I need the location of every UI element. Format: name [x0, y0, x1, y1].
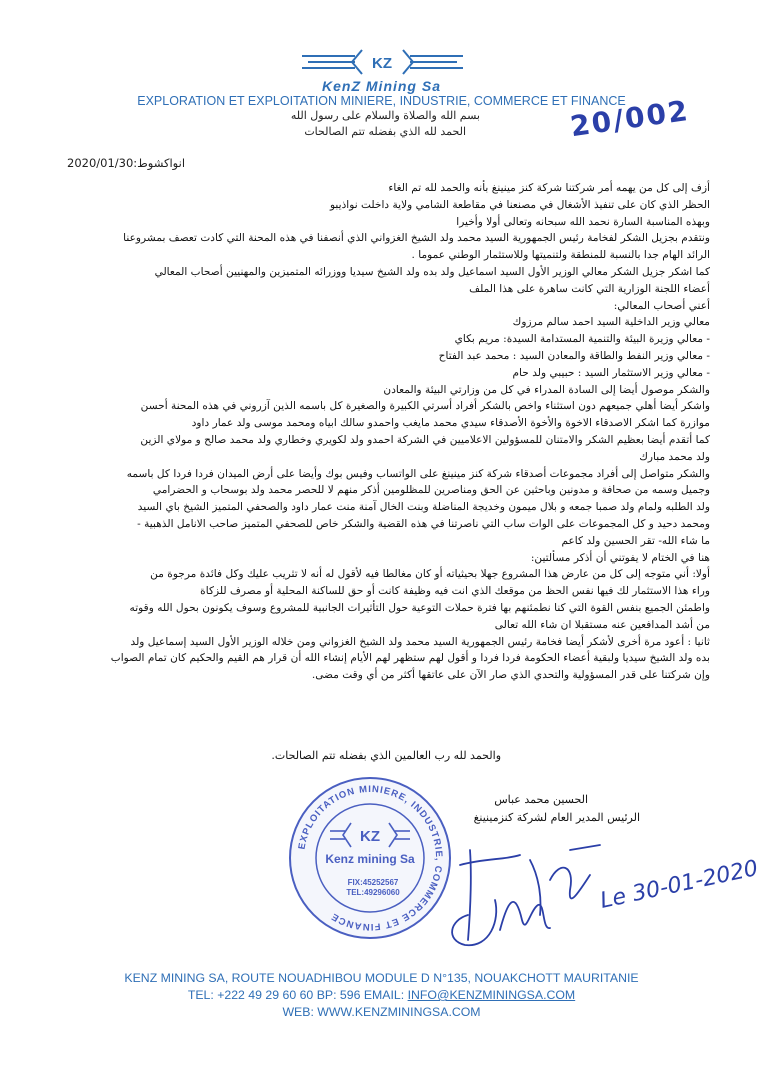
body-line: والشكر موصول أيضا إلى السادة المدراء في كل من وزارتي البيئة والمعادن: [383, 383, 710, 396]
handwritten-date: Le 30-01-2020: [598, 856, 760, 914]
letter-body: [60, 180, 710, 684]
stamp-fax: FIX:45252567: [347, 878, 399, 887]
body-line: ما شاء الله- تقر الحسين ولد كاعم: [561, 534, 710, 547]
body-line: واشكر أيضا أهلي جميعهم دون استثناء واخص بالشكر أفراد أسرتي الكبيرة والصغيرة كل باسمه الذين آزروني في هذه المحنة أحسن: [140, 400, 710, 413]
body-line: - معالي وزيرة البيئة والتنمية المستدامة السيدة: مريم بكاي: [454, 333, 710, 346]
footer-email-link[interactable]: INFO@KENZMININGSA.COM: [407, 988, 576, 1002]
body-line: معالي وزير الداخلية السيد احمد سالم مرزوك: [512, 316, 710, 329]
body-line: الحظر الذي كان على تنفيذ الأشغال في مصنعنا في مقاطعة الشامي ولاية داخلت نواذيبو: [329, 198, 710, 211]
body-line: هنا في الختام لا يفوتني أن أذكر مسألتين:: [530, 551, 710, 564]
brand-name: KenZ Mining Sa: [322, 78, 441, 94]
body-line: كما أتقدم أيضا بعظيم الشكر والامتنان للمسؤولين الاعلاميين في الشركة احمدو ولد لكويري وخطاري ولد محمد صالح و مولاي الزين: [140, 433, 710, 446]
body-line: وبهذه المناسبة السارة نحمد الله سبحانه وتعالى أولا وأخيرا: [456, 215, 710, 228]
body-line: - معالي وزير النفط والطاقة والمعادن السيد : محمد عبد الفتاح: [438, 349, 710, 362]
body-line: ومحمد دحيد و كل المجموعات على الوات ساب التي ناصرتنا في هذه القضية والشكر خاص للصحفي المتميز صاحب الانامل الذهبية -: [137, 517, 710, 530]
body-line: وجميل وسمه من صحافة و مدونين وباحثين عن الحق ومناصرين للمظلومين أذكر منهم لا للحصر محمد ولد بوسحاب و الحضرامي: [152, 484, 710, 497]
kenz-logo: [300, 44, 465, 80]
logo-text: KZ: [372, 55, 392, 72]
body-line: وراء هذا الاستثمار لك فيها نفس الحظ من موقعك الذي انت فيه وظيفة كانت أو حق للساكنة المحلية أو مصرف للزكاة: [200, 585, 710, 598]
body-line: الرائد الهام جدا بالنسبة للمنطقة ولتنميتها وللاستثمار الوطني عموما .: [411, 249, 710, 262]
company-activity: EXPLORATION ET EXPLOITATION MINIERE, INDUSTRIE, COMMERCE ET FINANCE: [137, 94, 626, 108]
handwritten-signature: [430, 820, 760, 960]
footer-contact: [0, 988, 763, 1002]
reference-number: 20/002: [568, 93, 692, 144]
body-line: وإن شركتنا على قدر المسؤولية والتحدي الذي صار الآن على عاتقها أكثر من أي وقت مضى.: [311, 669, 710, 682]
body-line: كما اشكر جزيل الشكر معالي الوزير الأول السيد اسماعيل ولد بده ولد الشيخ سيديا ووزرائه المتميزين والمهنيين أصحاب المعالي: [154, 265, 710, 278]
basmala: بسم الله والصلاة والسلام على رسول الله: [290, 109, 480, 122]
stamp-ring-text: EXPLOITATION MINIERE, INDUSTRIE, COMMERCE ET FINANCE: [296, 783, 445, 933]
closing-line: والحمد لله رب العالمين الذي بفضله تتم الصالحات.: [271, 749, 501, 762]
signatory-name: الحسين محمد عباس: [494, 793, 588, 806]
stamp-company-name: Kenz mining Sa: [325, 852, 415, 866]
body-line: أعني أصحاب المعالي:: [613, 299, 710, 312]
opening-praise: الحمد لله الذي بفضله تتم الصالحات: [304, 125, 466, 138]
body-line: من أشد المدافعين عنه مستقبلا ان شاء الله تعالى: [494, 618, 710, 631]
stamp-tel: TEL:49296060: [346, 888, 400, 897]
body-line: والشكر متواصل إلى أفراد مجموعات أصدقاء شركة كنز مينينغ على الواتساب وفيس بوك وأيضا على أرض الميدان فردا فردا كل باسمه: [126, 467, 710, 480]
place-date: انواكشوط:2020/01/30: [67, 156, 186, 170]
body-line: - معالي وزير الاستثمار السيد : حبيبي ولد حام: [512, 366, 710, 379]
body-line: واطمئن الجميع بنفس القوة التي كنا نطمئنهم بها فترة حملات التوعية حول التأثيرات الجانبية للمشروع وسوف يكونون بحول الله وقوته: [129, 601, 710, 614]
body-line: بده ولد الشيخ سيديا ولبقية أعضاء الحكومة فردا فردا و أقول لهم ستظهر لهم الأيام إنشاء الله أن قرار هم القيم والحكيم كان تمام الصواب: [110, 652, 710, 665]
footer-contact-prefix: TEL: +222 49 29 60 60 BP: 596 EMAIL:: [187, 988, 408, 1002]
body-line: أزف إلى كل من يهمه أمر شركتنا شركة كنز مينينغ بأنه والحمد لله تم الغاء: [388, 182, 710, 194]
body-line: ولد الطلبه ولمام ولد صمبا جمعه و بلال ميمون وخديجة المناضلة وبنت الخال آمنة منت عمار داود والصحفي المتميز الشيخ باي السيد: [137, 501, 710, 514]
body-line: موازرة كما اشكر الاصدقاء الاخوة والأخوة الأصدقاء سيدي محمد مايغب واحمدو سالك ابياه ومحمد موسى ولد عمار داود: [191, 417, 710, 430]
body-line: أعضاء اللجنة الوزارية التي كانت ساهرة على هذا الملف: [469, 282, 710, 295]
stamp-logo: KZ: [360, 828, 380, 845]
signatory-title: الرئيس المدير العام لشركة كنزمينينغ: [473, 811, 640, 824]
body-line: ثانيا : أعود مرة أخرى لأشكر أيضا فخامة رئيس الجمهورية السيد محمد ولد الشيخ الغزواني ومن خلاله الوزير الأول السيد إسماعيل ولد: [130, 635, 710, 648]
footer-website[interactable]: WEB: WWW.KENZMININGSA.COM: [282, 1005, 481, 1019]
body-line: أولا: أني متوجه إلى كل من عارض هذا المشروع جهلا بحيثياته أو كان مغالطا فيه لأقول له أنه لا تثريب عليك وكل فائدة مرجوة من: [150, 568, 710, 581]
body-line: ولد محمد مبارك: [639, 450, 710, 463]
body-line: ونتقدم بجزيل الشكر لفخامة رئيس الجمهورية السيد محمد ولد الشيخ الغزواني الذي أنصفنا في هذه المحنة التي كادت تعصف بمشروعنا: [123, 232, 710, 245]
footer-address: KENZ MINING SA, ROUTE NOUADHIBOU MODULE D N°135, NOUAKCHOTT MAURITANIE: [124, 971, 639, 985]
